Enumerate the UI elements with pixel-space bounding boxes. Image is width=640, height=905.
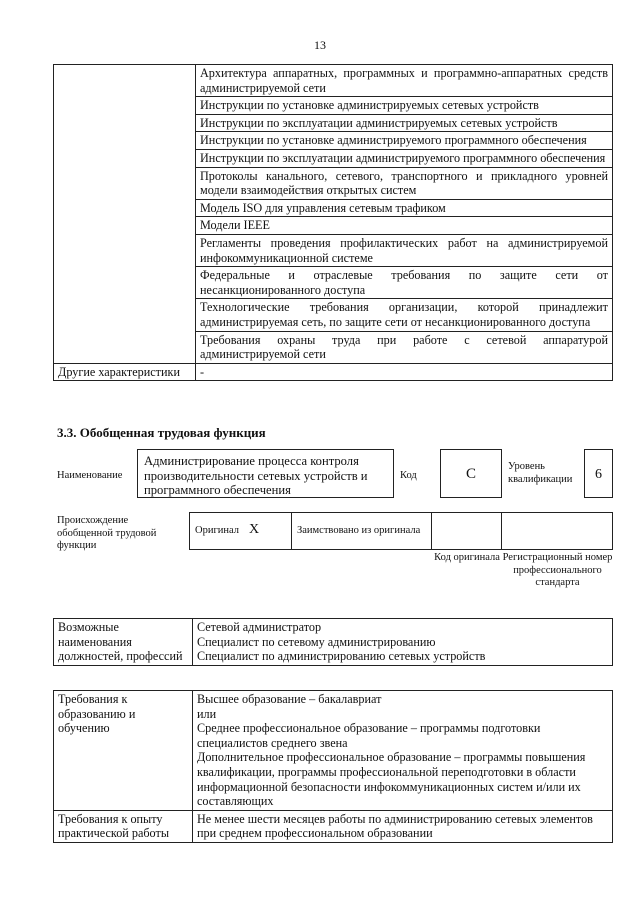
knowledge-item: Модели IEEE [196, 217, 613, 235]
qualification-level-box: 6 [584, 449, 613, 498]
experience-value: Не менее шести месяцев работы по администрированию сетевых элементов при среднем профессиональном образовании [193, 810, 613, 842]
education-values [193, 691, 613, 811]
original-label: Оригинал [195, 525, 239, 537]
original-mark: X [249, 522, 260, 538]
knowledge-label-cell [54, 65, 196, 364]
knowledge-item: Требования охраны труда при работе с сетевой аппаратурой администрируемой сети [196, 331, 613, 363]
section-title: 3.3. Обобщенная трудовая функция [57, 425, 266, 440]
education-item: Высшее образование – бакалавриат [197, 692, 382, 706]
table-row [54, 619, 613, 666]
education-item: или [197, 706, 217, 721]
code-label: Код [400, 470, 417, 481]
knowledge-item: Модель ISO для управления сетевым трафиком [196, 199, 613, 217]
table-row [54, 65, 613, 97]
reg-number-label: Регистрационный номер профессионального стандарта [502, 552, 613, 588]
knowledge-table [53, 64, 613, 381]
knowledge-item: Федеральные и отраслевые требования по защите сети от несанкционированного доступа [196, 267, 613, 299]
qualification-level-label: Уровень квалификации [508, 461, 573, 485]
function-code-box: C [440, 449, 502, 498]
origin-label: Происхождение обобщенной трудовой функции [57, 515, 157, 551]
code-original-cell [432, 513, 502, 550]
table-row [54, 810, 613, 842]
education-item: Среднее профессиональное образование – программы подготовки специалистов среднего звена [197, 721, 541, 750]
knowledge-item: Протоколы канального, сетевого, транспортного и прикладного уровней модели взаимодействия открытых систем [196, 167, 613, 199]
table-row [190, 513, 613, 550]
position-item: Специалист по администрированию сетевых устройств [197, 649, 486, 664]
experience-label: Требования к опыту практической работы [54, 810, 193, 842]
other-characteristics-value: - [196, 363, 613, 381]
knowledge-item: Инструкции по установке администрируемого программного обеспечения [196, 132, 613, 150]
function-name-box: Администрирование процесса контроля производительности сетевых устройств и программного обеспечения [137, 449, 394, 498]
education-label: Требования к образованию и обучению [54, 691, 193, 811]
knowledge-item: Архитектура аппаратных, программных и программно-аппаратных средств администрируемой сети [196, 65, 613, 97]
knowledge-item: Инструкции по эксплуатации администрируемого программного обеспечения [196, 149, 613, 167]
positions-label: Возможные наименования должностей, профессий [54, 619, 193, 666]
table-row [54, 363, 613, 381]
position-item: Специалист по сетевому администрированию [197, 634, 436, 649]
requirements-table [53, 690, 613, 843]
other-characteristics-label: Другие характеристики [54, 363, 196, 381]
origin-table [189, 512, 613, 550]
position-item: Сетевой администратор [197, 620, 322, 634]
borrowed-label: Заимствовано из оригинала [292, 513, 432, 550]
name-label: Наименование [57, 470, 123, 481]
original-cell [190, 513, 292, 550]
positions-table [53, 618, 613, 666]
code-original-label: Код оригинала [434, 552, 500, 563]
page-number: 13 [314, 38, 326, 52]
education-item: Дополнительное профессиональное образование – программы повышения квалификации, программы профессиональной переподготовки в области информационной безопасности инфокоммуникационных систем и/или их составляющих [197, 750, 586, 809]
table-row [54, 691, 613, 811]
positions-values [193, 619, 613, 666]
reg-number-cell [502, 513, 613, 550]
knowledge-item: Инструкции по эксплуатации администрируемых сетевых устройств [196, 114, 613, 132]
knowledge-item: Технологические требования организации, которой принадлежит администрируемая сеть, по защите сети от несанкционированного доступа [196, 299, 613, 331]
knowledge-item: Регламенты проведения профилактических работ на администрируемой инфокоммуникационной системе [196, 234, 613, 266]
knowledge-item: Инструкции по установке администрируемых сетевых устройств [196, 97, 613, 115]
